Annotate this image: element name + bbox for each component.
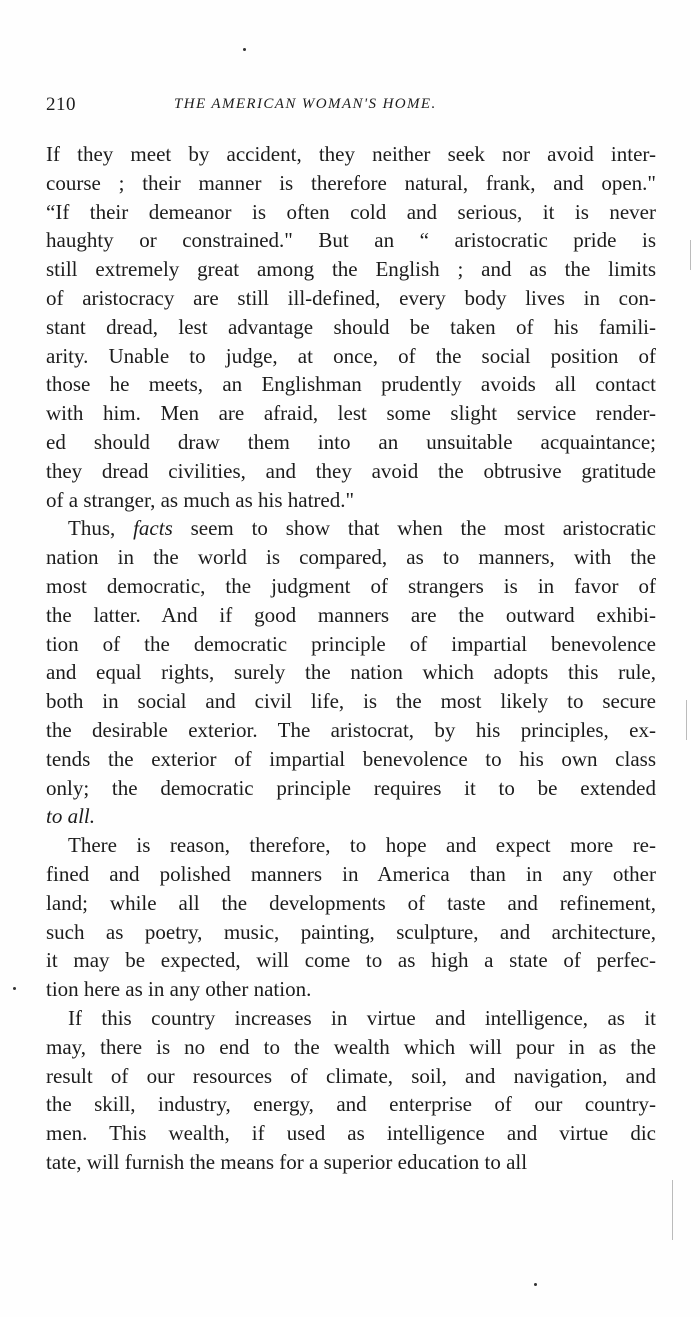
text-line: If this country increases in virtue and intelligence, as it [68, 1005, 656, 1030]
print-speck [534, 1283, 537, 1286]
text-line: the desirable exterior. The aristocrat, by his principles, ex- [46, 717, 656, 742]
text-line: to all. [46, 804, 96, 829]
paragraph [46, 514, 656, 831]
text-line: tion here as in any other nation. [46, 977, 312, 1002]
text-line: they dread civilities, and they avoid the obtrusive gratitude [46, 458, 656, 483]
running-head: THE AMERICAN WOMAN'S HOME. [174, 96, 437, 112]
body-text [46, 140, 656, 1177]
text-line: of aristocracy are still ill-defined, every body lives in con- [46, 285, 656, 310]
text-line: tion of the democratic principle of impartial benevolence [46, 631, 656, 656]
page-number: 210 [46, 94, 76, 115]
text-line: the latter. And if good manners are the outward exhibi- [46, 602, 656, 627]
text-line: the skill, industry, energy, and enterprise of our country- [46, 1092, 656, 1117]
text-line: land; while all the developments of taste and refinement, [46, 890, 656, 915]
text-line: tate, will furnish the means for a superior education to all [46, 1149, 528, 1174]
text-line: those he meets, an Englishman prudently avoids all contact [46, 372, 656, 397]
paragraph [46, 831, 656, 1004]
text-line: arity. Unable to judge, at once, of the social position of [46, 343, 656, 368]
text-line: fined and polished manners in America than in any other [46, 861, 656, 886]
text-line: such as poetry, music, painting, sculpture, and architecture, [46, 919, 656, 944]
text-line: tends the exterior of impartial benevolence to his own class [46, 746, 656, 771]
text-line: of a stranger, as much as his hatred." [46, 487, 355, 512]
paragraph [46, 140, 656, 514]
text-line: still extremely great among the English ; and as the limits [46, 257, 656, 282]
text-line: most democratic, the judgment of strangers is in favor of [46, 573, 656, 598]
text-line: only; the democratic principle requires it to be extended [46, 775, 656, 800]
text-line: with him. Men are afraid, lest some slight service render- [46, 401, 656, 426]
page-edge-shadow [690, 240, 691, 270]
text-line: result of our resources of climate, soil, and navigation, and [46, 1063, 656, 1088]
text-line: and equal rights, surely the nation which adopts this rule, [46, 660, 656, 685]
text-line: nation in the world is compared, as to manners, with the [46, 545, 656, 570]
text-line: course ; their manner is therefore natural, frank, and open." [46, 170, 656, 195]
page-edge-shadow [672, 1180, 673, 1240]
text-line: If they meet by accident, they neither seek nor avoid inter- [46, 142, 656, 166]
text-line: men. This wealth, if used as intelligence and virtue dic [46, 1121, 656, 1146]
paragraph [46, 1004, 656, 1177]
page-header [46, 94, 666, 122]
text-line: “If their demeanor is often cold and serious, it is never [46, 199, 656, 224]
text-line: both in social and civil life, is the most likely to secure [46, 689, 656, 714]
text-line: may, there is no end to the wealth which will pour in as the [46, 1034, 656, 1059]
print-speck [13, 987, 16, 990]
print-speck [243, 48, 246, 51]
text-line: stant dread, lest advantage should be taken of his famili- [46, 314, 656, 339]
text-line: There is reason, therefore, to hope and expect more re- [68, 833, 656, 858]
text-line: it may be expected, will come to as high a state of perfec- [46, 948, 656, 973]
text-line: haughty or constrained." But an “ aristocratic pride is [46, 228, 656, 253]
page-edge-shadow [686, 700, 687, 740]
text-line: Thus, facts seem to show that when the most aristocratic [68, 516, 657, 541]
text-line: ed should draw them into an unsuitable acquaintance; [46, 429, 656, 454]
